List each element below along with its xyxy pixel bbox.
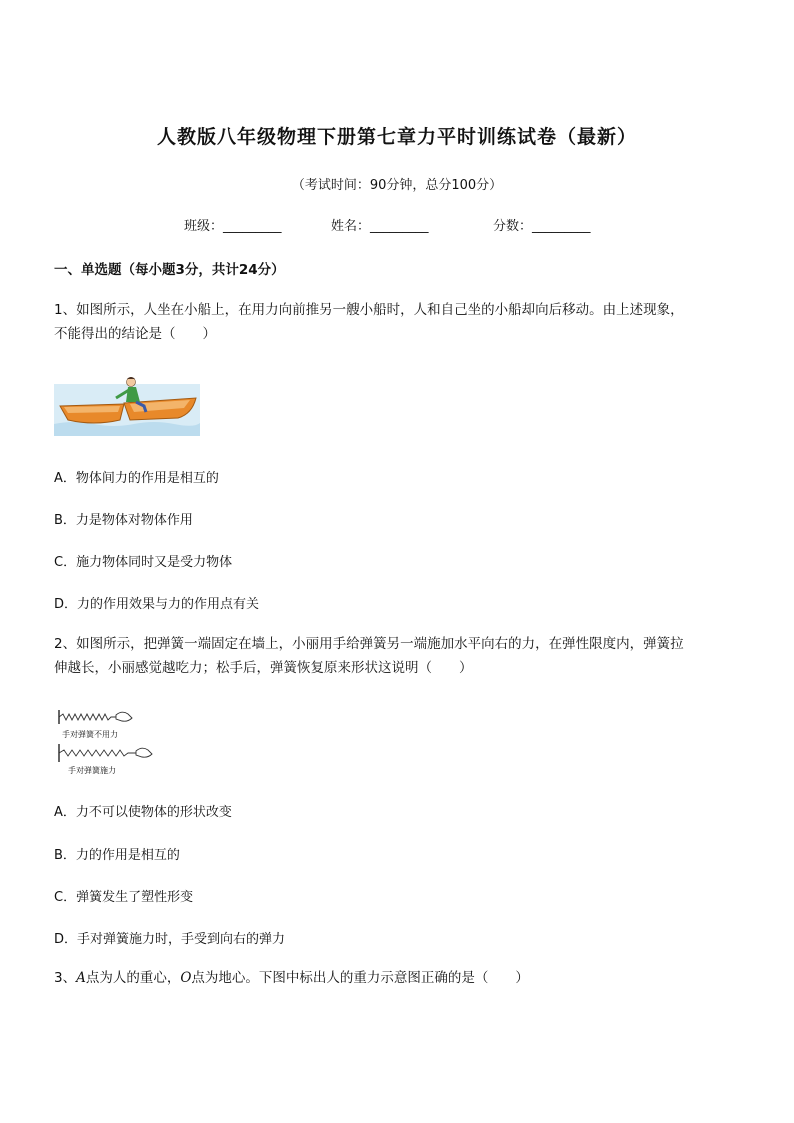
question-1 <box>54 298 684 346</box>
point-a-label: A <box>76 970 86 986</box>
q2-option-a: A．力不可以使物体的形状改变 <box>54 805 232 820</box>
spring-label-force: 手对弹簧施力 <box>68 766 116 775</box>
section-heading: 一、单选题（每小题3分，共计24分） <box>54 262 285 278</box>
exam-duration: （考试时间：90分钟，总分100分） <box>291 178 503 193</box>
question-1-line-1: 1、如图所示，人坐在小船上，在用力向前推另一艘小船时，人和自己坐的小船却向后移动。由上述现象， <box>54 302 684 318</box>
q1-option-c: C．施力物体同时又是受力物体 <box>54 555 233 570</box>
score-field: 分数：_________ <box>493 219 591 234</box>
class-field: 班级：_________ <box>184 219 282 234</box>
question-2-line-1: 2、如图所示，把弹簧一端固定在墙上，小丽用手给弹簧另一端施加水平向右的力，在弹性限度内，弹簧拉 <box>54 636 684 652</box>
question-2-line-2: 伸越长，小丽感觉越吃力；松手后，弹簧恢复原来形状这说明（ ） <box>54 660 473 676</box>
spring-figure <box>56 706 156 778</box>
boat-figure <box>54 376 200 436</box>
question-2 <box>54 632 684 680</box>
spring-label-no-force: 手对弹簧不用力 <box>62 730 118 739</box>
question-3-prefix: 3、 <box>54 970 77 986</box>
q2-option-d: D．手对弹簧施力时，手受到向右的弹力 <box>54 932 286 947</box>
page-title: 人教版八年级物理下册第七章力平时训练试卷（最新） <box>156 126 637 148</box>
q1-option-b: B．力是物体对物体作用 <box>54 513 193 528</box>
question-1-line-2: 不能得出的结论是（ ） <box>54 326 216 342</box>
q2-option-c: C．弹簧发生了塑性形变 <box>54 890 194 905</box>
name-field: 姓名：_________ <box>331 219 429 234</box>
q2-option-b: B．力的作用是相互的 <box>54 848 180 863</box>
question-3 <box>54 966 529 990</box>
q1-option-d: D．力的作用效果与力的作用点有关 <box>54 597 260 612</box>
question-3-mid: 点为人的重心， <box>85 970 181 986</box>
point-o-label: O <box>180 970 192 986</box>
q1-option-a: A．物体间力的作用是相互的 <box>54 471 219 486</box>
question-3-suffix: 点为地心。下图中标出人的重力示意图正确的是（ ） <box>191 970 529 986</box>
